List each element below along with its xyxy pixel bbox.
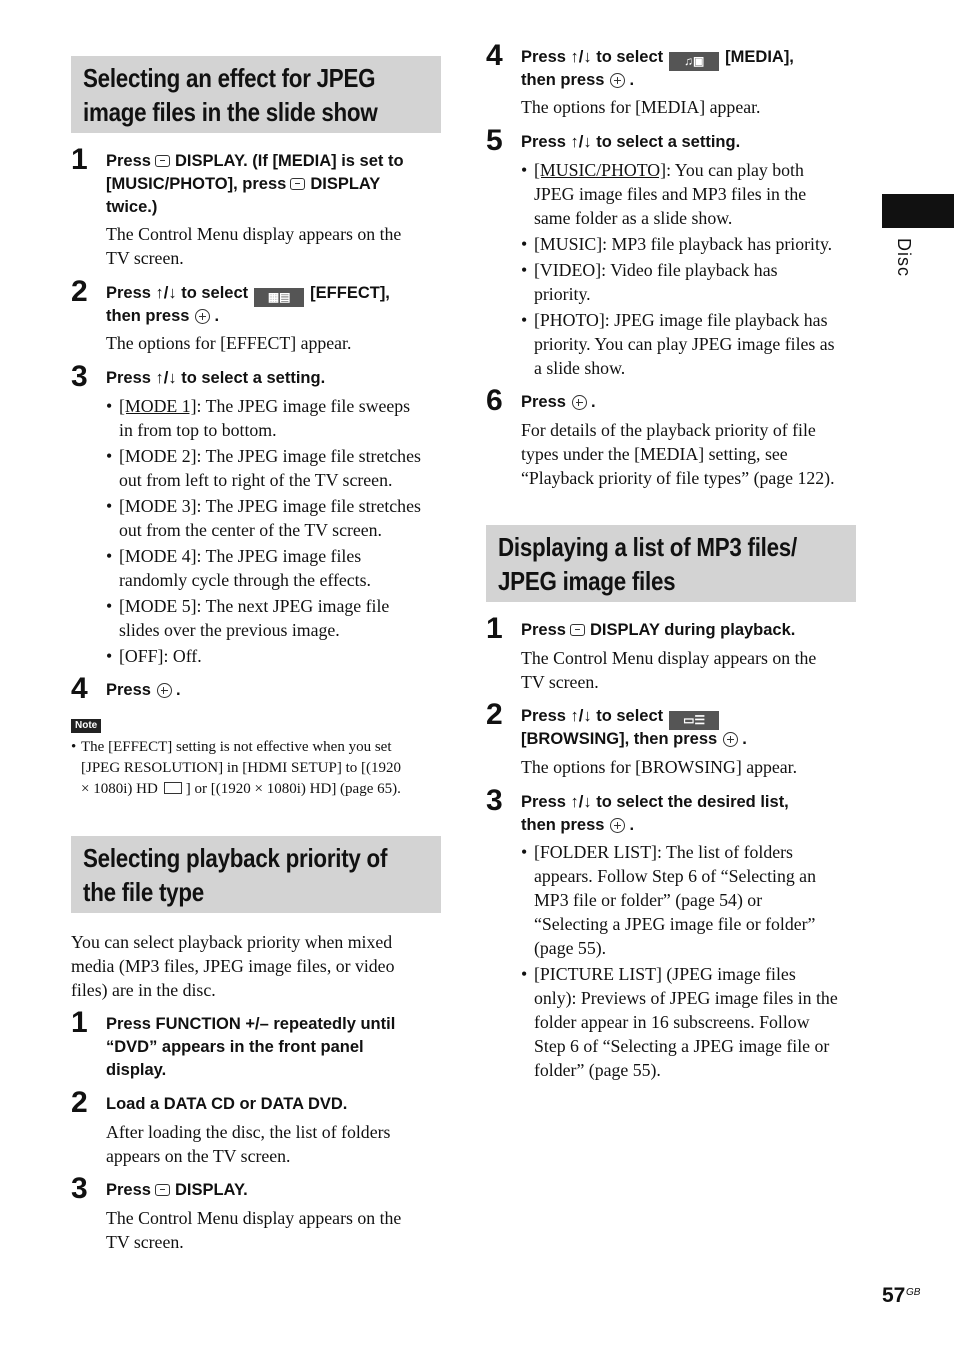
enter-button-icon (157, 683, 172, 698)
note-label: Note (71, 719, 101, 733)
step-instruction: Press DISPLAY. (If [MEDIA] is set to (106, 152, 404, 170)
list-item: • [MODE 4]: The JPEG image files randomly cycle through the effects. (106, 544, 446, 592)
step-instruction: Press . (521, 393, 596, 411)
step-description: The Control Menu display appears on the (106, 224, 402, 244)
list-item: • [PHOTO]: JPEG image file playback has priority. You can play JPEG image files as a slide show. (521, 308, 866, 380)
note-text: • The [EFFECT] setting is not effective when you set [JPEG RESOLUTION] in [HDMI SETUP] to [(1920 × 1080i) HD ] or [(1920 × 1080i) HD] (page 65). (71, 737, 446, 800)
list-item: • [MODE 1]: The JPEG image file sweeps in from top to bottom. (106, 394, 446, 442)
step-number: 1 (71, 1006, 88, 1039)
step-number: 2 (71, 1086, 88, 1119)
display-button-icon (290, 178, 305, 190)
step-instruction: display. (106, 1061, 167, 1079)
chapter-tab (882, 194, 954, 228)
display-button-icon (155, 1184, 170, 1196)
step-number: 3 (486, 784, 503, 817)
step-number: 3 (71, 360, 88, 393)
step-description: “Playback priority of file types” (page 122). (521, 468, 835, 488)
step-description: The options for [EFFECT] appear. (106, 333, 352, 353)
heading-line: Selecting an effect for JPEG (83, 63, 376, 93)
heading-line: Selecting playback priority of (83, 843, 388, 873)
step-number: 3 (71, 1172, 88, 1205)
section-heading-effect (71, 56, 441, 133)
enter-button-icon (572, 395, 587, 410)
enter-button-icon (195, 309, 210, 324)
step-instruction: twice.) (106, 198, 158, 216)
step-instruction: then press . (106, 307, 220, 325)
effect-icon: ▦▤ (254, 288, 304, 307)
step-description: For details of the playback priority of file (521, 420, 816, 440)
step-description: The options for [MEDIA] appear. (521, 97, 761, 117)
heading-line: the file type (83, 877, 204, 907)
step-description: appears on the TV screen. (106, 1146, 291, 1166)
page-suffix: GB (906, 1287, 921, 1298)
step-instruction: [BROWSING], then press . (521, 730, 747, 748)
heading-line: image files in the slide show (83, 97, 378, 127)
step-instruction: Load a DATA CD or DATA DVD. (106, 1095, 348, 1113)
step-description: TV screen. (106, 248, 184, 268)
step-instruction: Press . (106, 681, 181, 699)
step-number: 2 (486, 698, 503, 731)
list-item: • [FOLDER LIST]: The list of folders appears. Follow Step 6 of “Selecting an MP3 file or folder” (page 54) or “Selecting a JPEG image file or folder” (page 55). (521, 840, 866, 960)
step-number: 4 (71, 672, 88, 705)
list-item: • [PICTURE LIST] (JPEG image files only): Previews of JPEG image files in the folder appear in 16 subscreens. Follow Step 6 of “Selecting a JPEG image file or folder” (page 55). (521, 962, 866, 1082)
list-item: • [MUSIC]: MP3 file playback has priority. (521, 232, 866, 256)
step-number: 6 (486, 384, 503, 417)
page-number: 57 (882, 1284, 906, 1307)
step-instruction: Press ↑/↓ to select ▭☰ (521, 705, 725, 730)
step-number: 2 (71, 275, 88, 308)
step-instruction: Press DISPLAY. (106, 1181, 248, 1199)
intro-text: files) are in the disc. (71, 980, 216, 1000)
step-instruction: Press ↑/↓ to select ♫▣ [MEDIA], (521, 46, 794, 71)
section-heading-priority (71, 836, 441, 913)
step-description: TV screen. (521, 672, 599, 692)
step-instruction: [MUSIC/PHOTO], press DISPLAY (106, 175, 381, 193)
step-description: The Control Menu display appears on the (106, 1208, 402, 1228)
enter-button-icon (723, 732, 738, 747)
step-instruction: then press . (521, 71, 635, 89)
step-description: types under the [MEDIA] setting, see (521, 444, 788, 464)
display-button-icon (570, 624, 585, 636)
step-instruction: Press ↑/↓ to select the desired list, (521, 793, 789, 811)
step-description: TV screen. (106, 1232, 184, 1252)
media-icon: ♫▣ (669, 52, 719, 71)
heading-line: JPEG image files (498, 566, 676, 596)
list-item: • [MODE 3]: The JPEG image file stretches out from the center of the TV screen. (106, 494, 446, 542)
step-description: After loading the disc, the list of folders (106, 1122, 391, 1142)
display-button-icon (155, 155, 170, 167)
step-instruction: Press ↑/↓ to select ▦▤ [EFFECT], (106, 282, 390, 307)
intro-text: You can select playback priority when mixed (71, 932, 393, 952)
step-number: 5 (486, 124, 503, 157)
step-number: 4 (486, 39, 503, 72)
list-item: • [VIDEO]: Video file playback has priority. (521, 258, 866, 306)
browsing-icon: ▭☰ (669, 711, 719, 730)
enter-button-icon (610, 73, 625, 88)
step-instruction: Press DISPLAY during playback. (521, 621, 796, 639)
step-description: The Control Menu display appears on the (521, 648, 817, 668)
step-number: 1 (71, 143, 88, 176)
step-instruction: then press . (521, 816, 635, 834)
step-instruction: “DVD” appears in the front panel (106, 1038, 364, 1056)
step-description: The options for [BROWSING] appear. (521, 757, 798, 777)
step-instruction: Press ↑/↓ to select a setting. (521, 133, 741, 151)
section-heading-list (486, 525, 856, 602)
step-number: 1 (486, 612, 503, 645)
list-item: • [MODE 5]: The next JPEG image file slides over the previous image. (106, 594, 446, 642)
step-instruction: Press FUNCTION +/– repeatedly until (106, 1015, 396, 1033)
chapter-label: Disc (894, 238, 914, 277)
list-item: • [MUSIC/PHOTO]: You can play both JPEG image files and MP3 files in the same folder as a slide show. (521, 158, 866, 230)
heading-line: Displaying a list of MP3 files/ (498, 532, 797, 562)
widescreen-icon (164, 782, 182, 794)
intro-text: media (MP3 files, JPEG image files, or video (71, 956, 395, 976)
step-instruction: Press ↑/↓ to select a setting. (106, 369, 326, 387)
list-item: • [MODE 2]: The JPEG image file stretches out from left to right of the TV screen. (106, 444, 446, 492)
list-item: • [OFF]: Off. (106, 644, 446, 668)
enter-button-icon (610, 818, 625, 833)
